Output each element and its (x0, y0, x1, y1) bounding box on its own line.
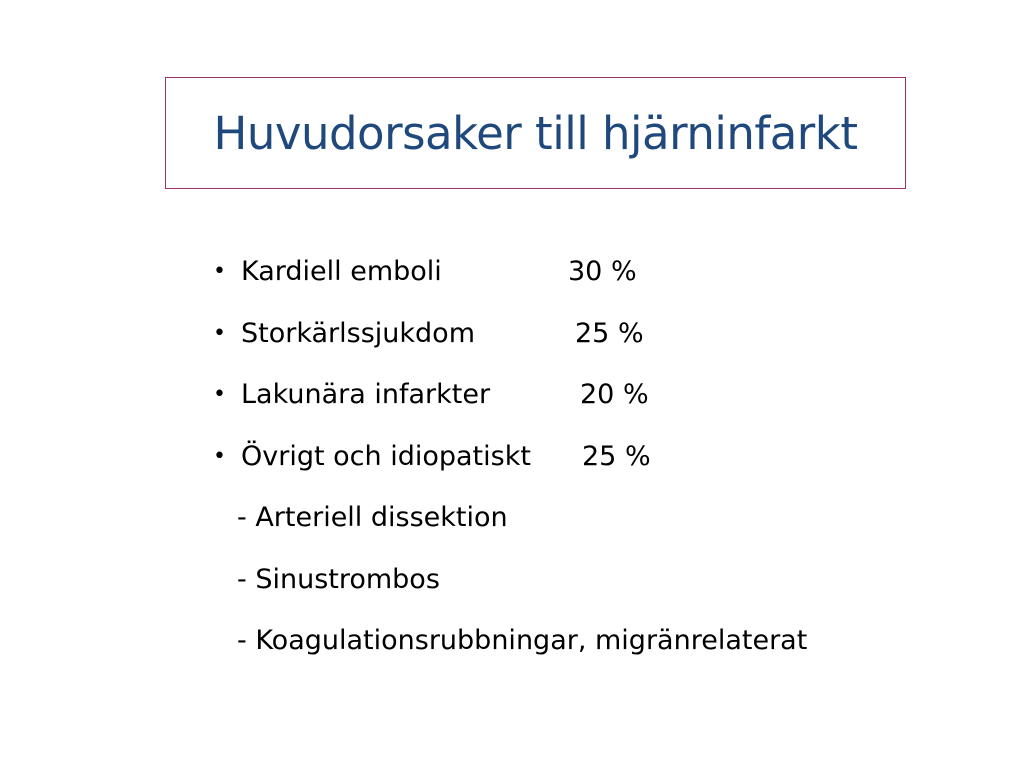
bullet-icon: • (213, 382, 226, 407)
list-item (213, 309, 973, 371)
sub-item-text: - Arteriell dissektion (237, 502, 508, 533)
sub-item-text: - Koagulationsrubbningar, migränrelaterat (237, 625, 808, 656)
list-item (213, 432, 973, 494)
cause-list (213, 247, 973, 678)
bullet-icon: • (213, 320, 226, 346)
list-item (213, 370, 973, 432)
cause-percent: 25 % (575, 317, 644, 349)
bullet-icon: • (213, 443, 226, 469)
cause-percent: 25 % (582, 440, 651, 472)
title-box (165, 77, 906, 189)
cause-label: Övrigt och idiopatiskt (241, 440, 531, 472)
sub-item (213, 555, 973, 617)
bullet-icon: • (213, 259, 226, 284)
cause-label: Kardiell emboli (241, 256, 442, 287)
slide-title: Huvudorsaker till hjärninfarkt (213, 106, 858, 160)
cause-percent: 20 % (580, 379, 649, 410)
sub-item (213, 616, 973, 678)
cause-percent: 30 % (568, 256, 637, 287)
list-item (213, 247, 973, 309)
cause-label: Lakunära infarkter (241, 379, 491, 410)
sub-item-text: - Sinustrombos (237, 563, 440, 595)
sub-item (213, 493, 973, 555)
cause-label: Storkärlssjukdom (241, 317, 475, 349)
